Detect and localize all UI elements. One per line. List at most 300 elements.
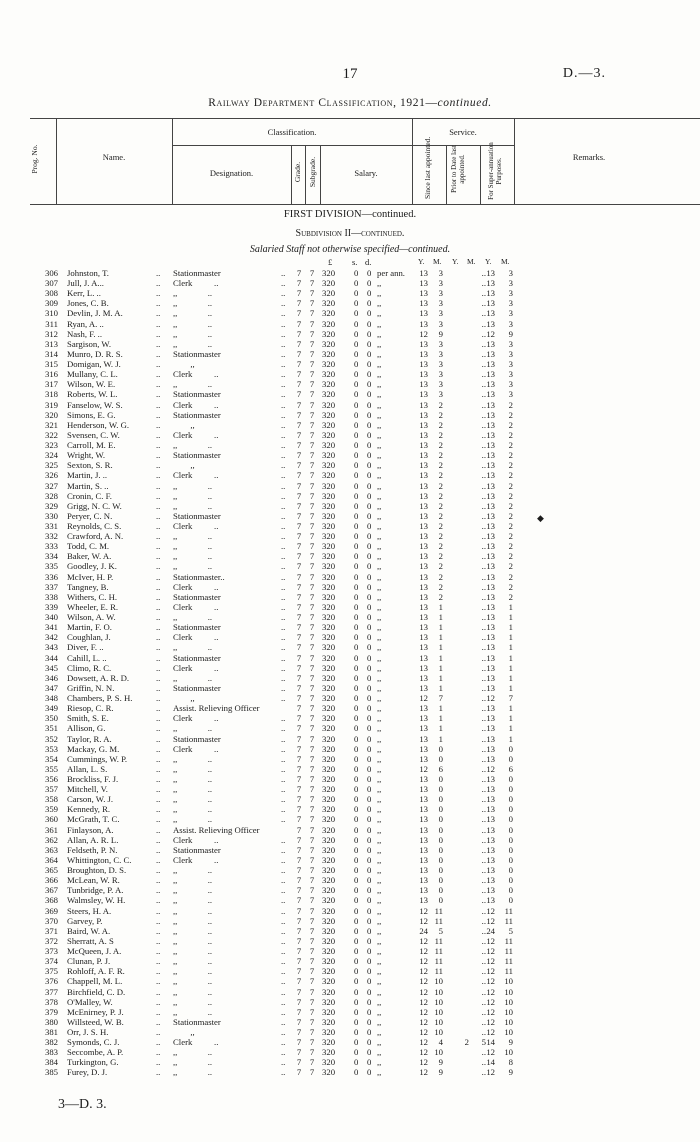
row-name: Jones, C. B. [67,298,109,309]
row-subgrade: 7 [309,763,315,774]
row-name: Simons, E. G. [67,409,116,420]
row-grade: 7 [296,642,302,653]
row-number: 318 [44,389,58,400]
table-row [0,430,700,440]
table-row [0,754,700,764]
row-salary-shillings: 0 [354,308,359,319]
row-salary-pence: 0 [367,875,372,886]
table-row [0,693,700,703]
row-since-months: 11 [434,905,443,916]
row-since-years: 13 [419,865,428,876]
row-name: Symonds, C. J. [67,1037,120,1048]
row-subgrade: 7 [309,1006,315,1017]
row-since-months: 5 [438,925,443,936]
row-super-months: 11 [504,915,513,926]
row-name: Smith, S. E. [67,713,109,724]
row-super-years: 12 [486,956,495,967]
unit-pound: £ [328,257,333,267]
row-leader: .. [156,905,161,916]
row-number: 361 [44,824,58,835]
row-subgrade: 7 [309,480,315,491]
unit-m1: M. [433,257,442,266]
row-salary-shillings: 0 [354,460,359,471]
row-salary-pence: 0 [367,935,372,946]
table-row [0,491,700,501]
row-salary-shillings: 0 [354,743,359,754]
row-leader: .. [156,1057,161,1068]
row-name: Seccombe, A. P. [67,1047,124,1058]
row-salary-shillings: 0 [354,298,359,309]
row-leader: .. [156,743,161,754]
row-salary-pounds: 320 [322,510,336,521]
row-grade: 7 [296,490,302,501]
row-prior-months: .. [481,601,486,612]
row-super-months: 2 [508,429,513,440]
row-salary-pounds: 320 [322,743,336,754]
row-per: ,, [377,571,382,582]
row-leader: .. [281,440,286,451]
row-per: ,, [377,693,382,704]
row-grade: 7 [296,632,302,643]
row-leader: .. [281,733,286,744]
row-since-months: 2 [438,429,443,440]
row-leader: .. [281,794,286,805]
table-row [0,794,700,804]
row-designation: ,, .. [173,541,213,552]
row-grade: 7 [296,915,302,926]
row-designation: Clerk .. [173,662,219,673]
table-row [0,663,700,673]
row-number: 323 [44,440,58,451]
row-super-years: 12 [486,1006,495,1017]
row-number: 369 [44,905,58,916]
row-salary-shillings: 0 [354,1027,359,1037]
row-salary-pounds: 320 [322,460,336,471]
row-grade: 7 [296,268,302,278]
row-name: Orr, J. S. H. [67,1027,109,1037]
row-since-months: 11 [434,915,443,926]
row-name: Munro, D. R. S. [67,348,123,359]
title-caps: Railway Department Classification, [208,97,397,109]
row-super-months: 1 [508,662,513,673]
row-grade: 7 [296,844,302,855]
subsection-heading: Subdivision II—continued. [295,228,405,239]
row-super-months: 1 [508,632,513,643]
row-super-years: 12 [486,935,495,946]
row-salary-pence: 0 [367,1027,372,1037]
row-salary-shillings: 0 [354,1067,359,1078]
row-salary-pounds: 320 [322,1057,336,1068]
table-row [0,389,700,399]
row-salary-pounds: 320 [322,774,336,784]
row-leader: .. [281,1037,286,1048]
row-super-years: 13 [486,672,495,683]
row-super-years: 13 [486,662,495,673]
row-designation: ,, .. [173,612,213,623]
row-super-years: 12 [486,1027,495,1037]
row-leader: .. [281,632,286,643]
row-subgrade: 7 [309,784,315,795]
row-salary-shillings: 0 [354,925,359,936]
row-super-years: 13 [486,733,495,744]
table-row [0,1037,700,1047]
row-grade: 7 [296,581,302,592]
row-super-months: 3 [508,348,513,359]
row-since-years: 13 [419,571,428,582]
row-prior-months: .. [481,369,486,380]
row-leader: .. [156,429,161,440]
row-number: 309 [44,298,58,309]
row-salary-pounds: 320 [322,632,336,643]
table-row [0,713,700,723]
row-super-months: 9 [508,1067,513,1078]
row-number: 307 [44,278,58,289]
row-salary-pounds: 320 [322,814,336,825]
row-subgrade: 7 [309,753,315,764]
row-super-months: 2 [508,440,513,451]
row-since-months: 1 [438,713,443,724]
row-leader: .. [156,642,161,653]
row-grade: 7 [296,1016,302,1027]
table-row [0,582,700,592]
row-super-years: 13 [486,895,495,906]
row-since-years: 13 [419,794,428,805]
row-number: 313 [44,338,58,349]
row-prior-months: .. [481,713,486,724]
row-super-months: 10 [504,986,513,997]
row-grade: 7 [296,743,302,754]
row-subgrade: 7 [309,359,315,370]
row-leader: .. [156,450,161,461]
row-per: ,, [377,804,382,815]
row-since-months: 6 [438,763,443,774]
row-salary-pence: 0 [367,490,372,501]
row-salary-pence: 0 [367,460,372,471]
row-prior-months: .. [481,490,486,501]
row-leader: .. [281,875,286,886]
row-super-months: 3 [508,389,513,400]
row-number: 364 [44,854,58,865]
row-designation: ,, .. [173,672,213,683]
row-since-months: 10 [434,996,443,1007]
row-name: Kerr, L. .. [67,288,101,299]
row-name: Wilson, W. E. [67,379,116,390]
row-designation: ,, .. [173,966,213,977]
row-leader: .. [156,480,161,491]
row-grade: 7 [296,814,302,825]
row-designation: ,, .. [173,531,213,542]
row-prior-months: .. [481,905,486,916]
row-salary-pounds: 320 [322,521,336,531]
row-subgrade: 7 [309,875,315,886]
row-prior-months: .. [481,875,486,886]
row-per: ,, [377,976,382,987]
row-since-years: 12 [419,996,428,1007]
row-leader: .. [281,784,286,795]
row-since-years: 12 [419,763,428,774]
row-subgrade: 7 [309,946,315,957]
row-number: 360 [44,814,58,825]
row-super-years: 13 [486,865,495,876]
document-code: D.—3. [562,66,606,81]
since-last-header: Since last appointed. [423,136,432,199]
row-super-months: 5 [508,925,513,936]
row-super-months: 2 [508,591,513,602]
row-salary-pounds: 320 [322,652,336,663]
row-since-years: 13 [419,551,428,562]
row-designation: ,, .. [173,288,213,299]
row-super-months: 2 [508,419,513,430]
row-number: 346 [44,672,58,683]
row-leader: .. [281,834,286,845]
row-salary-pounds: 320 [322,379,336,390]
row-designation: ,, .. [173,875,213,886]
row-grade: 7 [296,834,302,845]
row-number: 347 [44,682,58,693]
row-since-months: 1 [438,723,443,734]
row-salary-pounds: 320 [322,662,336,673]
row-designation: ,, [173,419,195,430]
row-prior-months: .. [481,288,486,299]
row-designation: ,, .. [173,338,213,349]
row-leader: .. [281,531,286,542]
row-leader: .. [156,308,161,319]
row-per: ,, [377,389,382,400]
row-salary-pence: 0 [367,996,372,1007]
row-leader: .. [156,723,161,734]
row-designation: ,, .. [173,865,213,876]
row-super-months: 1 [508,601,513,612]
row-salary-pence: 0 [367,925,372,936]
row-salary-pence: 0 [367,288,372,299]
row-since-years: 12 [419,1067,428,1078]
row-name: Coughlan, J. [67,632,111,643]
row-leader: .. [281,946,286,957]
row-per: ,, [377,298,382,309]
row-leader: .. [156,915,161,926]
row-since-years: 13 [419,399,428,410]
table-row [0,632,700,642]
table-row [0,1007,700,1017]
row-number: 385 [44,1067,58,1078]
section-heading: FIRST DIVISION—continued. [283,209,417,220]
row-designation: ,, .. [173,308,213,319]
row-leader: .. [156,652,161,663]
table-row [0,956,700,966]
row-grade: 7 [296,278,302,289]
row-per: ,, [377,601,382,612]
row-salary-pounds: 320 [322,419,336,430]
row-name: Turkington, G. [67,1057,119,1068]
row-prior-months: .. [481,885,486,896]
row-prior-months: .. [481,389,486,400]
row-super-years: 12 [486,1016,495,1027]
row-grade: 7 [296,1067,302,1078]
remarks-header: Remarks. [572,152,606,162]
unit-m3: M. [501,257,510,266]
row-super-years: 14 [486,1057,495,1068]
row-name: Devlin, J. M. A. [67,308,123,319]
row-salary-pounds: 320 [322,268,336,278]
row-super-years: 13 [486,622,495,633]
row-name: Griffin, N. N. [67,682,115,693]
row-super-years: 13 [486,875,495,886]
row-leader: .. [281,865,286,876]
row-subgrade: 7 [309,895,315,906]
table-row [0,410,700,420]
row-designation: ,, .. [173,500,213,511]
row-super-years: 13 [486,409,495,420]
row-since-months: 9 [438,1067,443,1078]
row-per: ,, [377,1057,382,1068]
unit-shillings: s. [352,257,358,267]
row-subgrade: 7 [309,996,315,1007]
row-salary-pence: 0 [367,693,372,704]
row-leader: .. [281,996,286,1007]
row-number: 312 [44,328,58,339]
row-per: ,, [377,794,382,805]
row-number: 359 [44,804,58,815]
row-grade: 7 [296,875,302,886]
row-leader: .. [156,379,161,390]
row-prior-months: .. [481,409,486,420]
row-grade: 7 [296,693,302,704]
row-since-months: 0 [438,753,443,764]
row-number: 345 [44,662,58,673]
row-super-months: 2 [508,500,513,511]
row-since-years: 13 [419,682,428,693]
row-subgrade: 7 [309,622,315,633]
row-leader: .. [156,834,161,845]
row-name: Crawford, A. N. [67,531,124,542]
row-subgrade: 7 [309,905,315,916]
row-subgrade: 7 [309,804,315,815]
row-since-years: 12 [419,966,428,977]
row-per: ,, [377,763,382,774]
row-super-months: 11 [504,935,513,946]
row-leader: .. [156,935,161,946]
row-subgrade: 7 [309,298,315,309]
row-super-months: 3 [508,359,513,370]
row-since-months: 9 [438,328,443,339]
row-salary-shillings: 0 [354,450,359,461]
row-super-years: 13 [486,521,495,531]
row-per: ,, [377,490,382,501]
row-subgrade: 7 [309,662,315,673]
row-grade: 7 [296,298,302,309]
row-designation: ,, .. [173,723,213,734]
table-row [0,966,700,976]
row-name: Willsteed, W. B. [67,1016,124,1027]
row-prior-months: .. [481,1006,486,1017]
row-salary-pounds: 320 [322,865,336,876]
row-per: ,, [377,966,382,977]
row-subgrade: 7 [309,338,315,349]
row-grade: 7 [296,713,302,724]
row-number: 338 [44,591,58,602]
row-salary-pence: 0 [367,743,372,754]
designation-header: Designation. [209,168,254,178]
row-number: 328 [44,490,58,501]
row-grade: 7 [296,359,302,370]
row-name: Clunan, P. J. [67,956,111,967]
row-subgrade: 7 [309,733,315,744]
row-name: Baird, W. A. [67,925,111,936]
row-super-months: 7 [508,693,513,704]
row-subgrade: 7 [309,723,315,734]
row-since-months: 2 [438,470,443,481]
row-super-years: 13 [486,500,495,511]
table-row [0,268,700,278]
row-per: ,, [377,713,382,724]
row-prior-months: .. [481,996,486,1007]
row-super-years: 12 [486,693,495,704]
unit-y2: Y. [452,257,459,266]
table-row [0,875,700,885]
row-designation: ,, .. [173,976,213,987]
row-salary-pounds: 320 [322,693,336,704]
row-since-years: 13 [419,875,428,886]
row-prior-months: .. [481,470,486,481]
row-number: 374 [44,956,58,967]
row-grade: 7 [296,925,302,936]
row-leader: .. [156,865,161,876]
row-designation: ,, .. [173,1006,213,1017]
row-salary-shillings: 0 [354,1006,359,1017]
row-salary-pounds: 320 [322,399,336,410]
row-since-months: 10 [434,1006,443,1017]
row-prior-months: .. [481,561,486,572]
row-designation: ,, .. [173,328,213,339]
row-subgrade: 7 [309,531,315,542]
row-since-months: 2 [438,500,443,511]
row-since-months: 2 [438,490,443,501]
row-salary-pounds: 320 [322,429,336,440]
row-per: ,, [377,814,382,825]
row-per: ,, [377,956,382,967]
row-number: 306 [44,268,58,278]
table-row [0,673,700,683]
row-since-years: 13 [419,510,428,521]
row-prior-months: .. [481,278,486,289]
row-grade: 7 [296,531,302,542]
row-salary-pence: 0 [367,591,372,602]
row-prior-months: .. [481,966,486,977]
row-grade: 7 [296,521,302,531]
row-grade: 7 [296,419,302,430]
row-salary-shillings: 0 [354,591,359,602]
row-per: ,, [377,399,382,410]
row-salary-pence: 0 [367,389,372,400]
row-leader: .. [281,662,286,673]
row-leader: .. [156,541,161,552]
row-since-years: 13 [419,733,428,744]
row-salary-pence: 0 [367,986,372,997]
row-leader: .. [281,642,286,653]
row-salary-pence: 0 [367,298,372,309]
row-number: 343 [44,642,58,653]
row-grade: 7 [296,399,302,410]
row-prior-months: .. [481,804,486,815]
row-leader: .. [281,278,286,289]
row-subgrade: 7 [309,460,315,471]
row-leader: .. [156,1027,161,1037]
row-salary-pounds: 320 [322,389,336,400]
row-leader: .. [281,308,286,319]
table-row [0,885,700,895]
row-leader: .. [281,581,286,592]
row-designation: ,, .. [173,804,213,815]
